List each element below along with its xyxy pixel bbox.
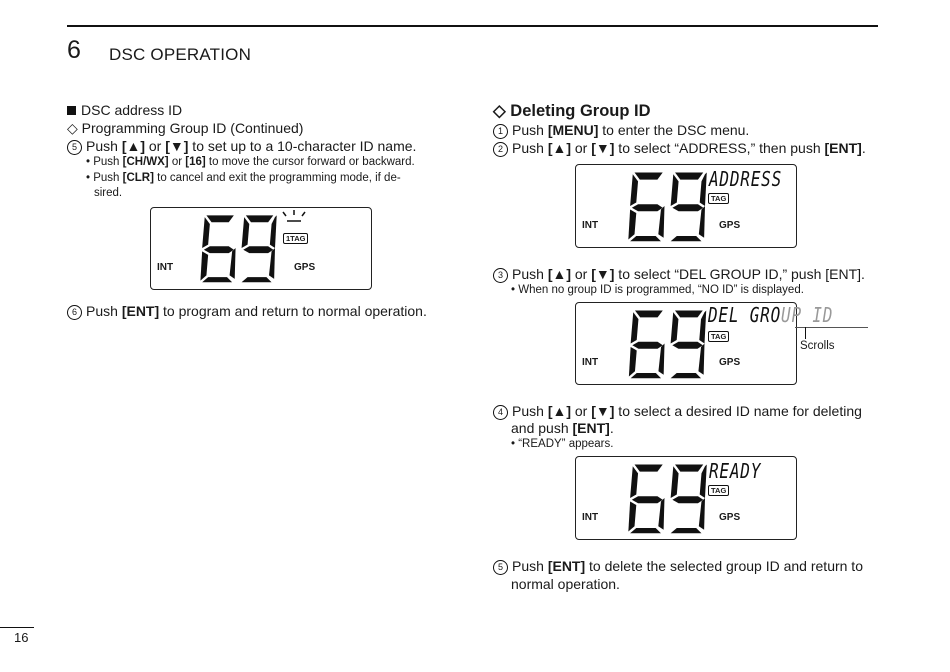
right-step-3: 3 Push [▲] or [▼] to select “DEL GROUP ID,” push [ENT]. <box>493 265 865 283</box>
channel-digits <box>620 169 716 243</box>
gps-label: GPS <box>719 512 741 523</box>
chapter-title: DSC OPERATION <box>109 45 252 64</box>
lcd-display-ready <box>575 456 797 540</box>
header-rule <box>67 25 878 27</box>
int-label: INT <box>582 220 599 231</box>
right-step-2: 2 Push [▲] or [▼] to select “ADDRESS,” then push [ENT]. <box>493 139 866 157</box>
left-step-5-bullet-2-cont: sired. <box>94 187 123 199</box>
step-number-icon: 3 <box>493 268 508 283</box>
int-label: INT <box>157 262 174 273</box>
step-number-icon: 6 <box>67 305 82 320</box>
right-step-4-cont: and push [ENT]. <box>511 420 614 436</box>
diamond-icon: ◇ <box>493 102 506 120</box>
square-bullet-icon <box>67 106 76 115</box>
lcd-text-del-group: DEL GROUP ID <box>708 303 834 327</box>
lcd-text-address: ADDRESS <box>709 167 783 191</box>
right-step-1: 1 Push [MENU] to enter the DSC menu. <box>493 121 749 139</box>
scrolls-pointer <box>805 327 806 339</box>
right-heading: ◇ Deleting Group ID <box>493 102 651 120</box>
left-step-6: 6 Push [ENT] to program and return to normal operation. <box>67 302 427 320</box>
right-step-4-bullet: • “READY” appears. <box>511 438 614 450</box>
tag-indicator: TAG <box>708 193 729 204</box>
right-step-3-bullet: • When no group ID is programmed, “NO ID” is displayed. <box>511 284 804 296</box>
lcd-display-left <box>150 207 372 290</box>
page-number: 16 <box>14 630 29 645</box>
diamond-icon: ◇ <box>67 120 78 136</box>
step-number-icon: 2 <box>493 142 508 157</box>
step-number-icon: 5 <box>67 140 82 155</box>
right-step-4: 4 Push [▲] or [▼] to select a desired ID name for deleting <box>493 402 862 420</box>
step-number-icon: 1 <box>493 124 508 139</box>
gps-label: GPS <box>294 262 316 273</box>
tag-indicator: TAG <box>708 331 729 342</box>
gps-label: GPS <box>719 357 741 368</box>
cursor-blink-icon <box>277 208 311 228</box>
scrolls-label: Scrolls <box>800 340 835 352</box>
left-step-5: 5 Push [▲] or [▼] to set up to a 10-character ID name. <box>67 137 416 155</box>
left-step-5-bullet-1: • Push [CH/WX] or [16] to move the cursor forward or backward. <box>86 156 415 168</box>
subsection-title: ◇ Programming Group ID (Continued) <box>67 120 304 136</box>
tag-indicator: TAG <box>708 485 729 496</box>
channel-digits <box>620 307 716 380</box>
channel-digits <box>191 212 287 284</box>
int-label: INT <box>582 512 599 523</box>
right-step-5: 5 Push [ENT] to delete the selected group ID and return to <box>493 557 863 575</box>
gps-label: GPS <box>719 220 741 231</box>
tag-indicator: 1TAG <box>283 233 308 244</box>
left-step-5-bullet-2: • Push [CLR] to cancel and exit the programming mode, if de- <box>86 172 401 184</box>
section-title: DSC address ID <box>67 101 182 119</box>
right-step-5-cont: normal operation. <box>511 576 620 592</box>
footer-rule <box>0 627 34 628</box>
lcd-display-address <box>575 164 797 248</box>
chapter-number: 6 <box>67 36 81 64</box>
step-number-icon: 4 <box>493 405 508 420</box>
step-number-icon: 5 <box>493 560 508 575</box>
channel-digits <box>620 461 716 535</box>
int-label: INT <box>582 357 599 368</box>
lcd-text-ready: READY <box>709 459 762 483</box>
